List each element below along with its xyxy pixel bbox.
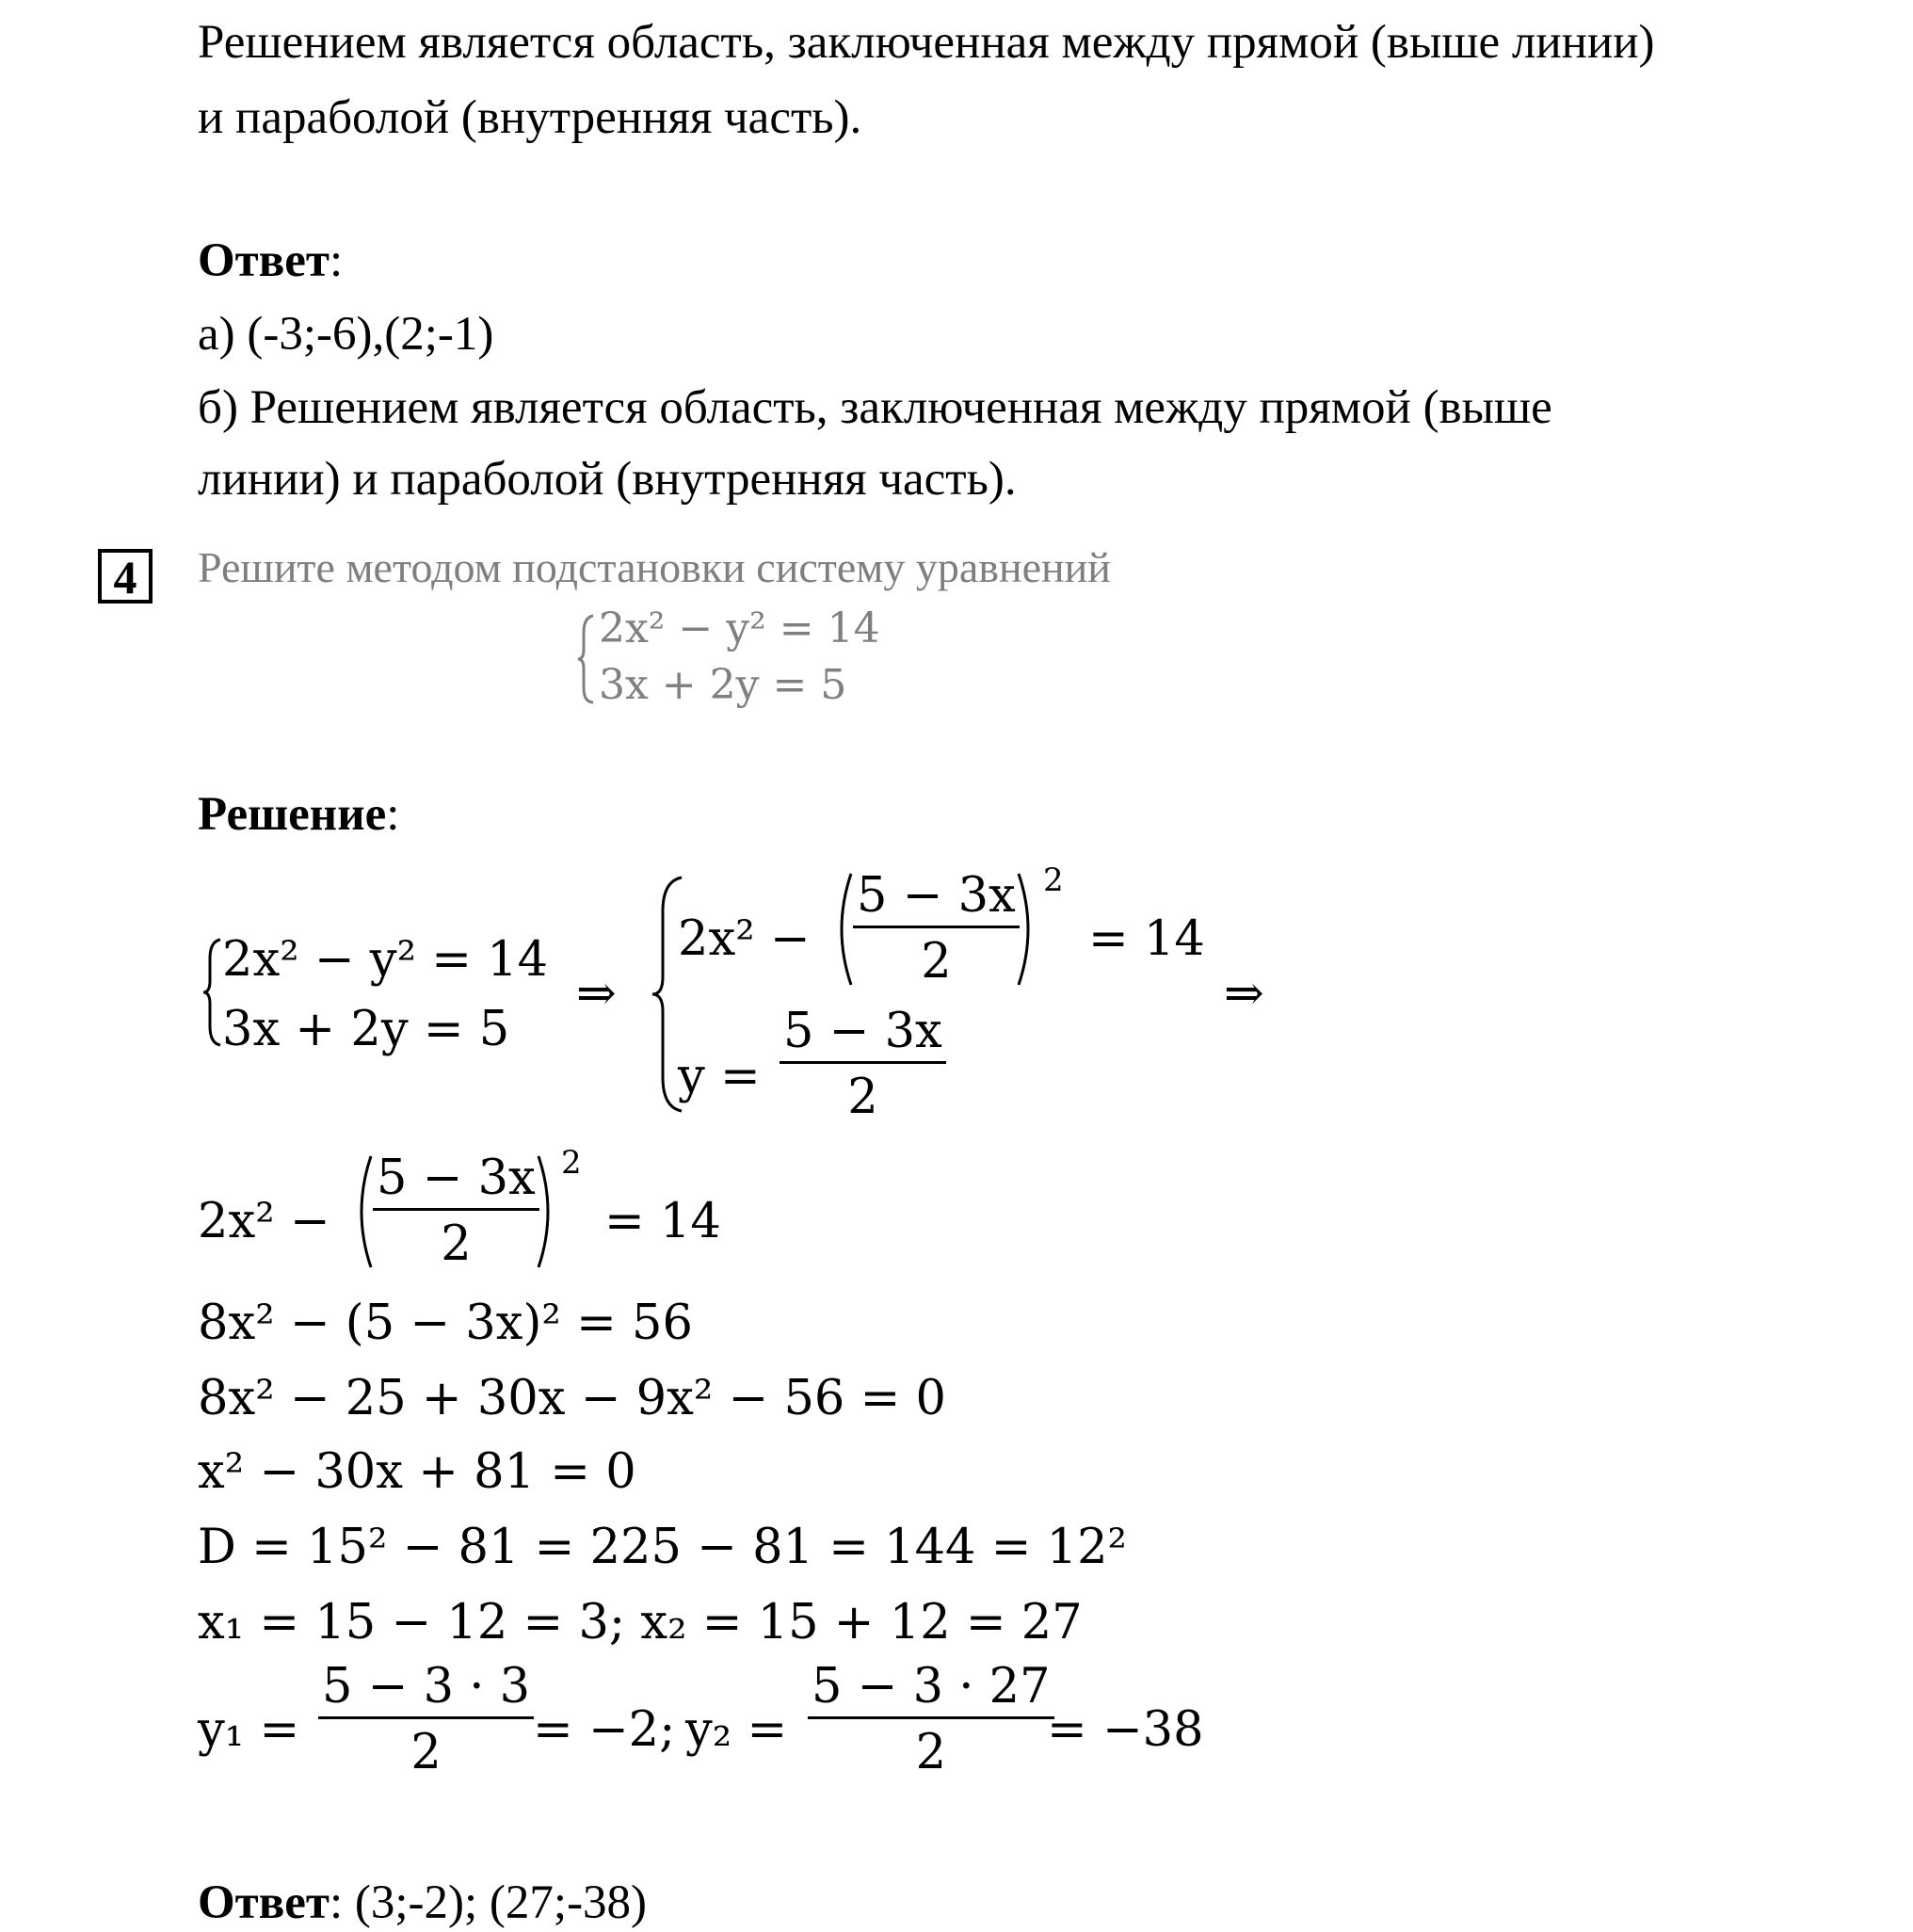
system2-y-equals: y =	[678, 1049, 761, 1104]
substituted-left: 2x² −	[198, 1194, 330, 1249]
task-number-box: 4	[98, 549, 153, 604]
task-equation-1: 2x² − y² = 14	[599, 604, 880, 652]
y1-denominator: 2	[410, 1725, 442, 1780]
y1-left: y₁ =	[198, 1702, 300, 1758]
root-x2: x₂ = 15 + 12 = 27	[640, 1595, 1083, 1650]
paren-left-2	[348, 1151, 375, 1273]
answer-colon: :	[329, 234, 344, 287]
fraction-numerator: 5 − 3x	[853, 872, 1020, 928]
system2-fraction-2	[780, 1004, 946, 1125]
system1-equation-2: 3x + 2y = 5	[222, 1002, 510, 1057]
derivation-line-1: 8x² − (5 − 3x)² = 56	[198, 1296, 693, 1351]
answer-label: Ответ	[198, 234, 330, 287]
substituted-right: = 14	[604, 1194, 721, 1249]
y2-left: y₂ =	[685, 1702, 788, 1758]
derivation-line-3: x² − 30x + 81 = 0	[198, 1444, 636, 1500]
final-answer-label: Ответ	[198, 1876, 330, 1929]
fraction3-numerator: 5 − 3x	[373, 1154, 539, 1211]
square-exponent-2: 2	[561, 1144, 582, 1182]
solution-label: Решение	[198, 788, 387, 841]
answer-item-b-line-1: б) Решением является область, заключенная между прямой (выше	[198, 381, 1552, 434]
solution-heading	[198, 788, 400, 841]
substituted-fraction	[373, 1151, 539, 1272]
final-answer-value: : (3;-2); (27;-38)	[329, 1876, 648, 1929]
root-x1: x₁ = 15 − 12 = 3;	[198, 1595, 626, 1650]
paren-right-2	[535, 1151, 561, 1273]
y1-fraction	[318, 1659, 534, 1780]
y2-denominator: 2	[915, 1725, 947, 1780]
final-answer	[198, 1876, 648, 1929]
paren-right-1	[1015, 868, 1041, 990]
fraction2-numerator: 5 − 3x	[780, 1007, 946, 1064]
system-brace-1	[201, 936, 224, 1049]
task-equation-2: 3x + 2y = 5	[599, 661, 847, 709]
implies-arrow-1: ⇒	[576, 966, 617, 1022]
y1-numerator: 5 − 3 · 3	[318, 1663, 534, 1719]
y2-numerator: 5 − 3 · 27	[808, 1663, 1054, 1719]
solution-colon: :	[386, 788, 400, 841]
system1-equation-1: 2x² − y² = 14	[222, 932, 549, 988]
system2-equation-1-left: 2x² −	[678, 911, 811, 967]
fraction3-denominator: 2	[441, 1216, 472, 1272]
y2-fraction	[808, 1659, 1054, 1780]
system2-equation-1-right: = 14	[1088, 911, 1205, 967]
answer-heading	[198, 234, 344, 287]
square-exponent-1: 2	[1043, 861, 1064, 899]
paren-left-1	[828, 868, 855, 990]
answer-item-a: а) (-3;-6),(2;-1)	[198, 308, 494, 361]
discriminant-line: D = 15² − 81 = 225 − 81 = 144 = 12²	[198, 1520, 1127, 1575]
implies-arrow-2: ⇒	[1224, 966, 1264, 1022]
intro-line-2: и параболой (внутренняя часть).	[198, 91, 862, 144]
roots-line	[198, 1595, 1083, 1650]
answer-item-b-line-2: линии) и параболой (внутренняя часть).	[198, 453, 1017, 506]
derivation-line-2: 8x² − 25 + 30x − 9x² − 56 = 0	[198, 1371, 946, 1426]
y2-right: = −38	[1047, 1702, 1204, 1758]
fraction-denominator: 2	[921, 934, 952, 990]
y1-right: = −2;	[533, 1702, 676, 1758]
fraction2-denominator: 2	[847, 1070, 878, 1125]
task-system-brace	[576, 612, 597, 706]
system2-fraction	[853, 868, 1020, 990]
intro-line-1: Решением является область, заключенная между прямой (выше линии)	[198, 16, 1655, 69]
task-prompt: Решите методом подстановки систему уравнений	[198, 543, 1111, 591]
